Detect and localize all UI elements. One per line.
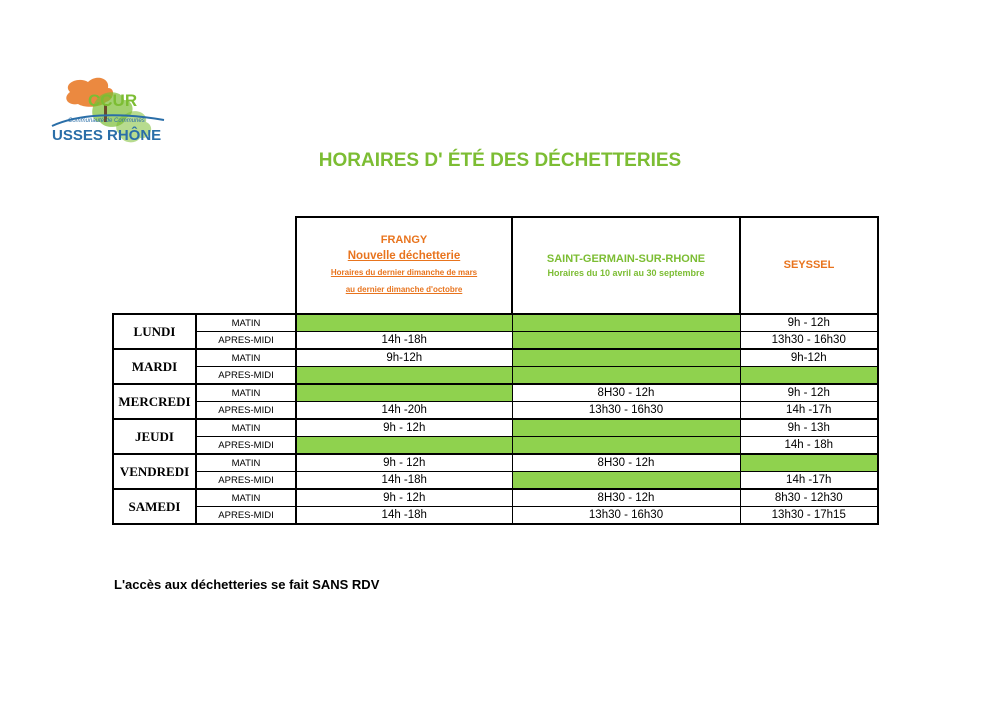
hours-cell: 14h -20h [296,402,512,420]
frangy-note-2: au dernier dimanche d'octobre [345,285,463,294]
closed-cell [512,472,740,490]
hours-cell: 14h -18h [296,507,512,525]
schedule-row [113,349,878,367]
schedule-row [113,489,878,507]
period-afternoon: APRES-MIDI [196,472,296,490]
header-row [113,217,878,314]
hours-cell: 8H30 - 12h [512,489,740,507]
hours-cell: 14h -18h [296,332,512,350]
schedule-row [113,454,878,472]
schedule-row [113,402,878,420]
hours-cell: 13h30 - 16h30 [512,507,740,525]
closed-cell [296,367,512,385]
period-morning: MATIN [196,384,296,402]
closed-cell [512,349,740,367]
hours-cell: 9h - 12h [740,384,878,402]
site-header-frangy [296,217,512,314]
schedule-row [113,367,878,385]
closed-cell [740,454,878,472]
period-afternoon: APRES-MIDI [196,332,296,350]
closed-cell [512,314,740,332]
period-morning: MATIN [196,489,296,507]
hours-cell: 14h - 18h [740,437,878,455]
saint-germain-subtitle: Horaires du 10 avril au 30 septembre [547,267,705,278]
footer-note: L'accès aux déchetteries se fait SANS RDV [114,577,380,592]
day-label: LUNDI [113,314,196,349]
day-label: VENDREDI [113,454,196,489]
svg-text:USSES RHÔNE: USSES RHÔNE [52,127,162,144]
schedule-row [113,314,878,332]
hours-cell: 8H30 - 12h [512,384,740,402]
closed-cell [296,437,512,455]
hours-cell: 14h -17h [740,402,878,420]
svg-text:CCUR: CCUR [88,91,138,110]
closed-cell [512,437,740,455]
hours-cell: 9h - 12h [296,489,512,507]
period-afternoon: APRES-MIDI [196,507,296,525]
hours-cell: 9h - 12h [296,454,512,472]
saint-germain-name: SAINT-GERMAIN-SUR-RHONE [546,252,706,265]
period-afternoon: APRES-MIDI [196,437,296,455]
hours-cell: 13h30 - 16h30 [740,332,878,350]
hours-cell: 9h-12h [296,349,512,367]
day-label: MERCREDI [113,384,196,419]
closed-cell [296,384,512,402]
day-label: JEUDI [113,419,196,454]
schedule-row [113,419,878,437]
period-afternoon: APRES-MIDI [196,402,296,420]
hours-cell: 9h - 12h [296,419,512,437]
hours-cell: 9h-12h [740,349,878,367]
period-afternoon: APRES-MIDI [196,367,296,385]
frangy-note-1: Horaires du dernier dimanche de mars [330,268,478,277]
hours-cell: 14h -18h [296,472,512,490]
period-morning: MATIN [196,454,296,472]
frangy-name: FRANGY [380,234,428,246]
schedule-row [113,507,878,525]
closed-cell [512,332,740,350]
closed-cell [296,314,512,332]
schedule-row [113,472,878,490]
closed-cell [512,367,740,385]
hours-cell: 8h30 - 12h30 [740,489,878,507]
hours-cell: 9h - 13h [740,419,878,437]
site-header-seyssel [740,217,878,314]
period-morning: MATIN [196,314,296,332]
hours-cell: 13h30 - 16h30 [512,402,740,420]
closed-cell [512,419,740,437]
hours-cell: 13h30 - 17h15 [740,507,878,525]
schedule-row [113,384,878,402]
closed-cell [740,367,878,385]
schedule-row [113,437,878,455]
day-label: SAMEDI [113,489,196,524]
hours-cell: 9h - 12h [740,314,878,332]
frangy-subtitle: Nouvelle déchetterie [347,250,461,262]
seyssel-name: SEYSSEL [783,259,835,271]
svg-text:Communauté de Communes: Communauté de Communes [68,118,145,124]
page-title: HORAIRES D' ÉTÉ DES DÉCHETTERIES [318,150,682,171]
schedule-row [113,332,878,350]
header-blank [113,217,296,314]
schedule-table [112,216,879,525]
day-label: MARDI [113,349,196,384]
period-morning: MATIN [196,349,296,367]
hours-cell: 8H30 - 12h [512,454,740,472]
period-morning: MATIN [196,419,296,437]
site-header-saint-germain [512,217,740,314]
hours-cell: 14h -17h [740,472,878,490]
ccur-logo [48,74,168,152]
